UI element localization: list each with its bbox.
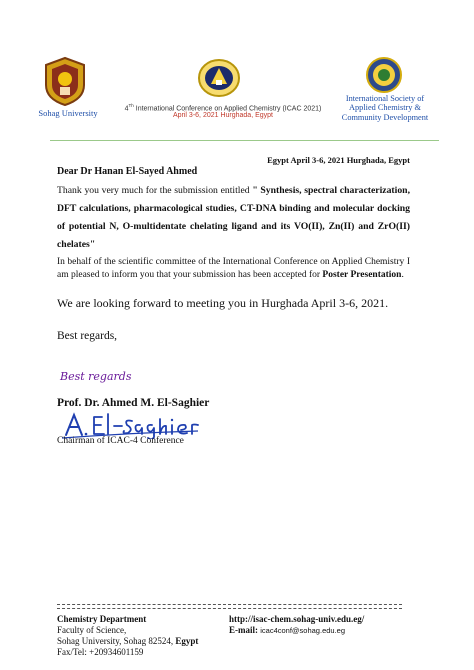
icac-conference-logo-icon — [197, 58, 241, 98]
footer-address — [57, 614, 198, 658]
footer-email[interactable]: icac4conf@sohag.edu.eg — [260, 626, 346, 635]
footer-contact — [229, 614, 364, 636]
header-divider — [50, 140, 439, 141]
conference-title: 4Th International Conference on Applied Chemistry (ICAC 2021) — [124, 103, 322, 113]
signer-title: Chairman of ICAC-4 Conference — [57, 436, 184, 446]
paragraph-submission: Thank you very much for the submission entitled " Synthesis, spectral characterization, DFT calculations, pharmacological studies, CT-DNA binding and molecular docking of potential N, O-multidentate chelating ligand and its VO(II), Zn(II) and ZrO(II) chelates" — [57, 185, 410, 250]
date-line: Egypt April 3-6, 2021 Hurghada, Egypt — [267, 155, 410, 165]
footer-department: Chemistry Department — [57, 614, 147, 624]
footer-fax: Fax/Tel: +20934601159 — [57, 647, 144, 657]
footer-separator — [57, 604, 402, 609]
signature-image — [60, 409, 200, 439]
society-logo-icon — [366, 57, 402, 93]
footer-email-row: E-mail: icac4conf@sohag.edu.eg — [229, 625, 346, 635]
paragraph-acceptance: In behalf of the scientific committee of the International Conference on Applied Chemistry I am pleased to inform you that your submission has been accepted for Poster Presentation. — [57, 257, 410, 280]
signer-name: Prof. Dr. Ahmed M. El-Saghier — [57, 397, 210, 409]
conference-date-place: April 3-6, 2021 Hurghada, Egypt — [172, 112, 273, 119]
salutation: Dear Dr Hanan El-Sayed Ahmed — [57, 166, 198, 177]
submission-title: " Synthesis, spectral characterization, DFT calculations, pharmacological studies, CT-DNA binding and molecular docking of potential N, O-multidentate chelating ligand and its VO(II), Zn(II) and ZrO(II) chelates" — [57, 185, 410, 250]
handwritten-regards: Best regards — [60, 370, 132, 383]
sohag-university-name: Sohag University — [38, 108, 98, 118]
closing: Best regards, — [57, 330, 118, 342]
paragraph-closing: We are looking forward to meeting you in Hurghada April 3-6, 2021. — [57, 296, 389, 310]
presentation-type: Poster Presentation — [322, 269, 402, 280]
footer-faculty: Faculty of Science, — [57, 625, 127, 635]
sohag-university-logo-icon — [40, 55, 90, 107]
footer-city: Sohag University, Sohag 82524, Egypt — [57, 636, 199, 646]
footer-url[interactable]: http://isac-chem.sohag-univ.edu.eg/ — [229, 614, 365, 624]
society-name: International Society of Applied Chemistry & Community Development — [341, 94, 429, 122]
